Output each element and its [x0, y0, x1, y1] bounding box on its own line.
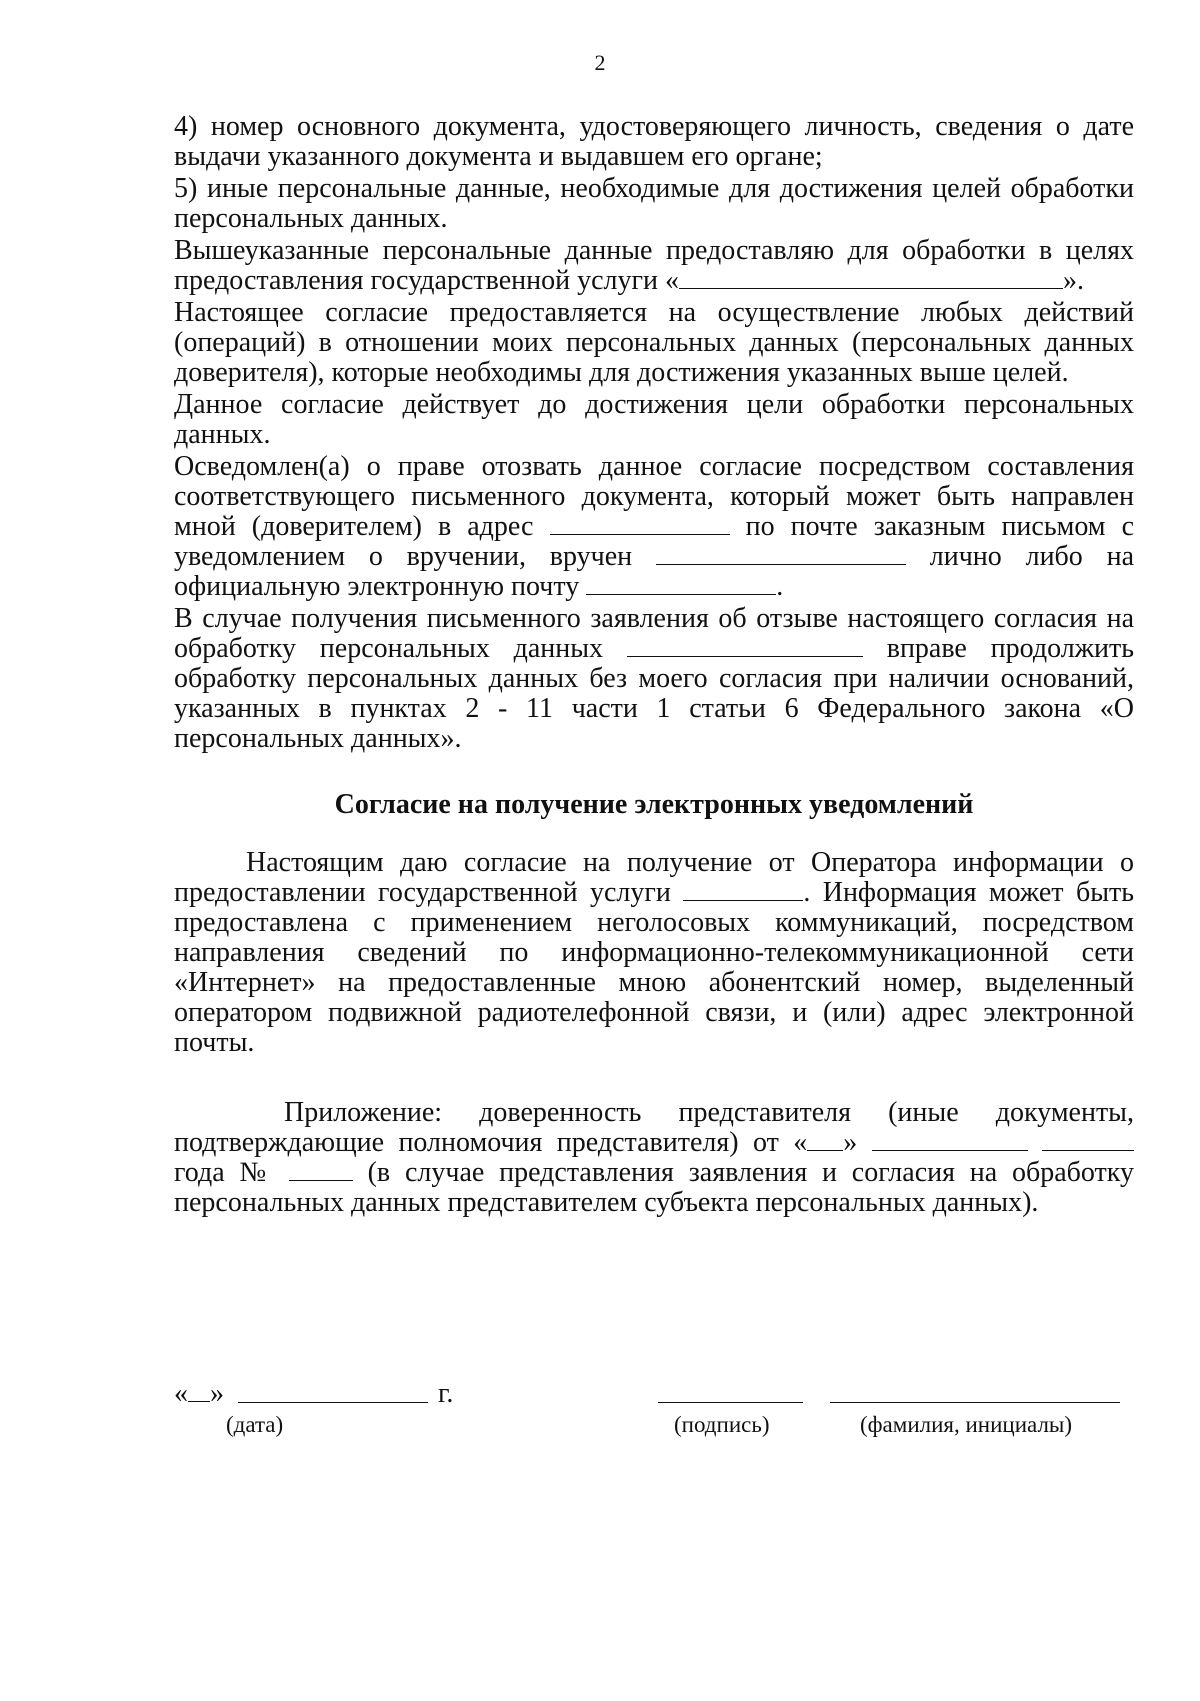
consent-withdrawal — [174, 604, 1134, 754]
date-day-blank[interactable] — [188, 1379, 210, 1402]
attachment-number-blank[interactable] — [289, 1158, 353, 1181]
consent-item-5: 5) иные персональные данные, необходимые для достижения целей обработки персональных данных. — [174, 173, 1134, 234]
year-suffix: г. — [438, 1378, 454, 1409]
attachment-text-1: Приложение: доверенность представителя (иные документы, подтверждающие полномочия представителя) от « — [174, 1097, 1134, 1158]
date-caption: (дата) — [226, 1412, 284, 1437]
attachment-text-3: года № — [174, 1157, 274, 1188]
purpose-text: Вышеуказанные персональные данные предоставляю для обработки в целях предоставления государственной услуги « — [174, 235, 1134, 296]
operator-address-blank[interactable] — [550, 512, 730, 535]
operator-name-blank[interactable] — [627, 634, 863, 657]
attachment-month-blank[interactable] — [872, 1128, 1028, 1151]
notifications-consent — [174, 848, 1134, 1058]
attachment-note — [174, 1098, 1134, 1218]
consent-actions: Настоящее согласие предоставляется на осуществление любых действий (операций) в отношении моих персональных данных (персональных данных доверителя), которые необходимы для достижения указанных выше целей. — [174, 297, 1134, 388]
signature-blank[interactable] — [658, 1402, 803, 1403]
purpose-end: ». — [1062, 265, 1084, 296]
revoke-text-2: по почте заказным письмом с уведомлением о вручении, вручен — [174, 511, 1134, 572]
signature-caption: (подпись) — [674, 1412, 770, 1437]
notification-service-blank[interactable] — [683, 878, 803, 901]
consent-validity: Данное согласие действует до достижения цели обработки персональных данных. — [174, 389, 1134, 450]
service-name-blank[interactable] — [679, 266, 1063, 289]
notifications-text-1: Настоящим даю согласие на получение от Оператора информации о предоставлении государственной услуги — [174, 847, 1134, 908]
notifications-heading: Согласие на получение электронных уведомлений — [334, 789, 974, 820]
revoke-text-1: Осведомлен(а) о праве отозвать данное согласие посредством составления соответствующего письменного документа, который может быть направлен мной (доверителем) в адрес — [174, 451, 1134, 542]
attachment-text-4: (в случае представления заявления и согласия на обработку персональных данных представителем субъекта персональных данных). — [174, 1157, 1135, 1218]
attachment-day-blank[interactable] — [807, 1128, 843, 1151]
date-day-field — [174, 1378, 224, 1410]
revoke-end: . — [776, 571, 784, 602]
date-month-blank[interactable] — [238, 1402, 428, 1403]
attachment-text-2: » — [843, 1127, 858, 1158]
document-body — [174, 112, 1134, 1218]
quote-open: « — [174, 1378, 188, 1409]
attachment-year-blank[interactable] — [1042, 1128, 1134, 1151]
full-name-blank[interactable] — [830, 1402, 1120, 1403]
consent-revoke — [174, 452, 1134, 602]
full-name-caption: (фамилия, инициалы) — [860, 1412, 1073, 1437]
delivery-recipient-blank[interactable] — [656, 542, 906, 565]
consent-purpose — [174, 236, 1134, 296]
signature-block — [174, 1378, 1134, 1458]
page-number: 2 — [594, 50, 606, 75]
quote-close: » — [210, 1378, 224, 1409]
withdrawal-text-1: В случае получения письменного заявления об отзыве настоящего согласия на обработку персональных данных — [174, 603, 1134, 664]
consent-item-4: 4) номер основного документа, удостоверяющего личность, сведения о дате выдачи указанного документа и выдавшем его органе; — [174, 111, 1134, 172]
withdrawal-text-2: вправе продолжить обработку персональных данных без моего согласия при наличии оснований, указанных в пунктах 2 - 11 части 1 статьи 6 Федерального закона «О персональных данных». — [174, 633, 1135, 754]
official-email-blank[interactable] — [586, 572, 776, 595]
revoke-text-3: лично либо на официальную электронную почту — [174, 541, 1135, 602]
notifications-text-2: . Информация может быть предоставлена с применением неголосовых коммуникаций, посредством направления сведений по информационно-телекоммуникационной сети «Интернет» на предоставленные мною абонентский номер, выделенный оператором подвижной радиотелефонной связи, и (или) адрес электронной почты. — [174, 877, 1135, 1058]
